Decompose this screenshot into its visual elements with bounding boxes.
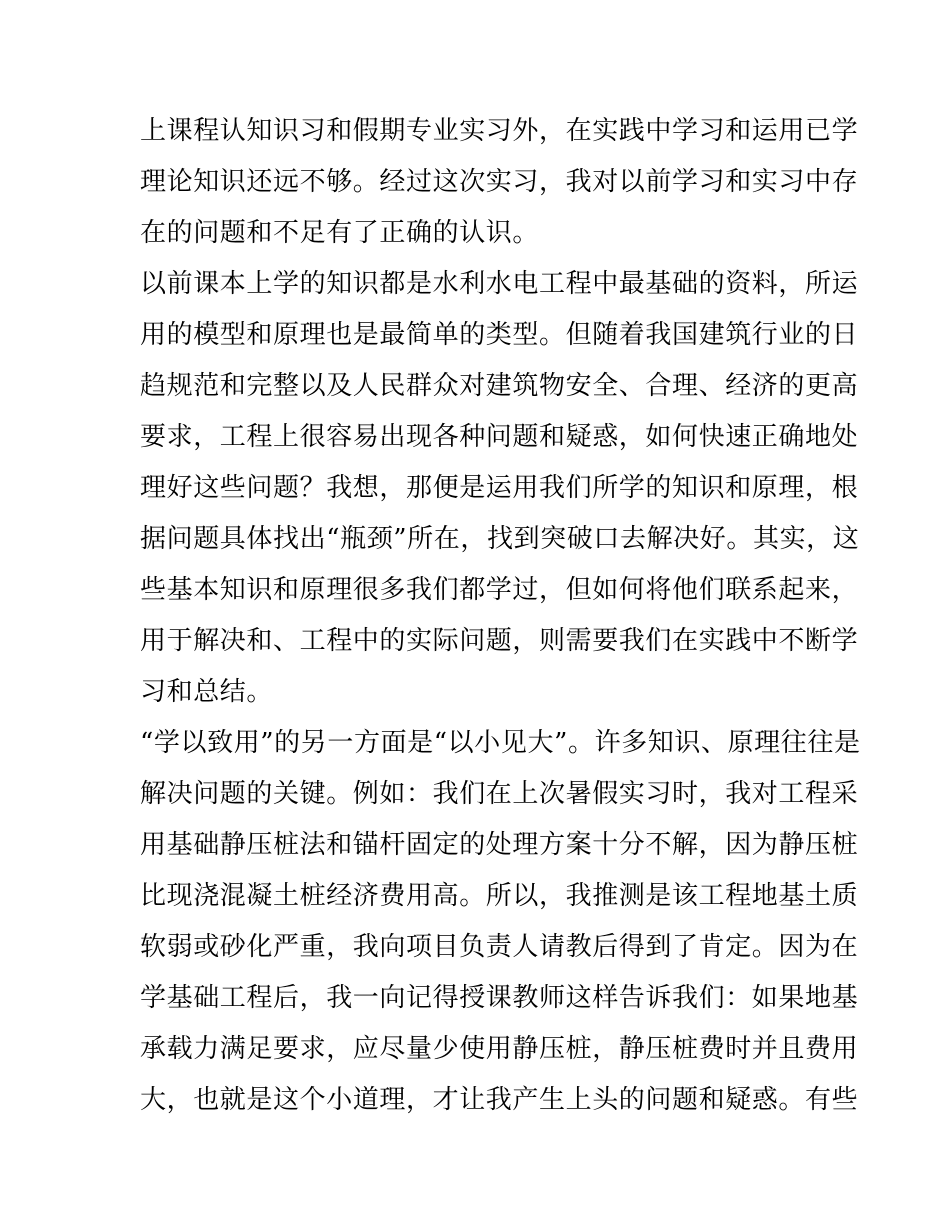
text-line: 以前课本上学的知识都是水利水电工程中最基础的资料，所运 bbox=[140, 269, 859, 299]
text-line: 上课程认知识习和假期专业实习外，在实践中学习和运用已学 bbox=[140, 116, 859, 146]
text-line: 在的问题和不足有了正确的认识。 bbox=[140, 218, 540, 248]
text-line: 承载力满足要求，应尽量少使用静压桩，静压桩费时并且费用 bbox=[140, 1034, 859, 1064]
text-line: 比现浇混凝土桩经济费用高。所以，我推测是该工程地基土质 bbox=[140, 881, 859, 911]
text-line: 解决问题的关键。例如：我们在上次暑假实习时，我对工程采 bbox=[140, 779, 859, 809]
text-line: 理好这些问题？我想，那便是运用我们所学的知识和原理，根 bbox=[140, 473, 859, 503]
text-line: 趋规范和完整以及人民群众对建筑物安全、合理、经济的更高 bbox=[140, 371, 859, 401]
text-line: 理论知识还远不够。经过这次实习，我对以前学习和实习中存 bbox=[140, 167, 859, 197]
text-line: 用于解决和、工程中的实际问题，则需要我们在实践中不断学 bbox=[140, 626, 859, 656]
text-line: 据问题具体找出“瓶颈”所在，找到突破口去解决好。其实，这 bbox=[140, 524, 860, 554]
text-line: 用基础静压桩法和锚杆固定的处理方案十分不解，因为静压桩 bbox=[140, 830, 859, 860]
text-line: 习和总结。 bbox=[140, 677, 274, 707]
document-body bbox=[140, 106, 861, 1126]
text-line: 用的模型和原理也是最简单的类型。但随着我国建筑行业的日 bbox=[140, 320, 859, 350]
text-line: 学基础工程后，我一向记得授课教师这样告诉我们：如果地基 bbox=[140, 983, 859, 1013]
text-line: “学以致用”的另一方面是“以小见大”。许多知识、原理往往是 bbox=[140, 728, 861, 758]
text-line: 要求，工程上很容易出现各种问题和疑惑，如何快速正确地处 bbox=[140, 422, 859, 452]
text-line: 大，也就是这个小道理，才让我产生上头的问题和疑惑。有些 bbox=[140, 1085, 859, 1115]
text-line: 些基本知识和原理很多我们都学过，但如何将他们联系起来， bbox=[140, 575, 859, 605]
text-line: 软弱或砂化严重，我向项目负责人请教后得到了肯定。因为在 bbox=[140, 932, 859, 962]
